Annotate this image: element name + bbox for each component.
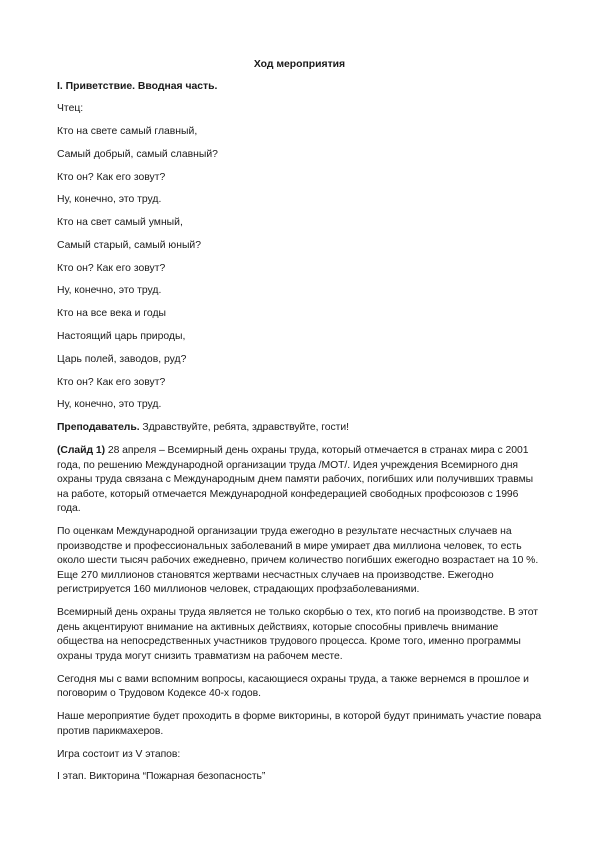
body-paragraph: Игра состоит из V этапов: bbox=[57, 748, 181, 760]
verse-line: Настоящий царь природы, bbox=[57, 331, 186, 342]
verse-line: Ну, конечно, это труд. bbox=[57, 194, 162, 206]
section-heading: I. Приветствие. Вводная часть. bbox=[57, 80, 218, 92]
body-paragraph: По оценкам Международной организации труда ежегодно в результате несчастных случаев на производстве и профессиональных заболеваний в мире умирает два миллиона человек, то есть около шести тысяч рабочих ежедневно, причем количество погибших ежегодно возрастает на 10 %. Еще 270 миллионов становятся жертвами несчастных случаев на производстве. Ежегодно регистрируется 160 миллионов человек, страдающих профзаболеваниями. bbox=[57, 526, 539, 596]
verse-line: Кто на свет самый умный, bbox=[57, 217, 183, 229]
body-paragraph: Всемирный день охраны труда является не только скорбью о тех, кто погиб на производстве. В этот день акцентируют внимание на активных действиях, которые способны привлечь внимание общества на непосредственных участников трудового процесса. Кроме того, именно программы охраны труда могут снизить травматизм на рабочем месте. bbox=[57, 607, 538, 662]
verse-line: Ну, конечно, это труд. bbox=[57, 285, 162, 297]
reader-label: Чтец: bbox=[57, 103, 84, 115]
verse-line: Царь полей, заводов, руд? bbox=[57, 353, 187, 365]
teacher-greeting bbox=[57, 421, 542, 436]
teacher-text: Здравствуйте, ребята, здравствуйте, гости! bbox=[139, 422, 349, 434]
document-title: Ход мероприятия bbox=[253, 59, 346, 70]
verse-line: Самый старый, самый юный? bbox=[57, 239, 202, 251]
document-page bbox=[57, 58, 542, 793]
teacher-label: Преподаватель. bbox=[57, 422, 140, 434]
body-paragraph: Сегодня мы с вами вспомним вопросы, касающиеся охраны труда, а также вернемся в прошлое и поговорим о Трудовом Кодексе 40-х годов. bbox=[57, 673, 529, 700]
poem bbox=[57, 102, 542, 413]
verse-line: Кто на свете самый главный, bbox=[57, 125, 198, 137]
stage-heading: I этап. Викторина “Пожарная безопасность” bbox=[57, 771, 266, 783]
verse-line: Кто он? Как его зовут? bbox=[57, 262, 166, 274]
verse-line: Кто он? Как его зовут? bbox=[57, 376, 166, 388]
body-paragraph: Наше мероприятие будет проходить в форме викторины, в которой будут принимать участие повара против парикмахеров. bbox=[57, 711, 542, 737]
verse-line: Кто на все века и годы bbox=[57, 308, 166, 320]
verse-line: Ну, конечно, это труд. bbox=[57, 399, 162, 411]
verse-line: Кто он? Как его зовут? bbox=[57, 171, 166, 183]
slide-text: 28 апреля – Всемирный день охраны труда, который отмечается в странах мира с 2001 года, по решению Международной организации труда /МОТ/. Идея учреждения Всемирного дня охраны труда связана с Международным днем памяти рабочих, погибших или получивших травмы на работе, который отмечается Международной конфедерацией свободных профсоюзов с 1996 года. bbox=[57, 444, 534, 515]
slide-paragraph bbox=[57, 444, 542, 517]
slide-label: (Слайд 1) bbox=[57, 444, 106, 456]
verse-line: Самый добрый, самый славный? bbox=[57, 148, 218, 160]
